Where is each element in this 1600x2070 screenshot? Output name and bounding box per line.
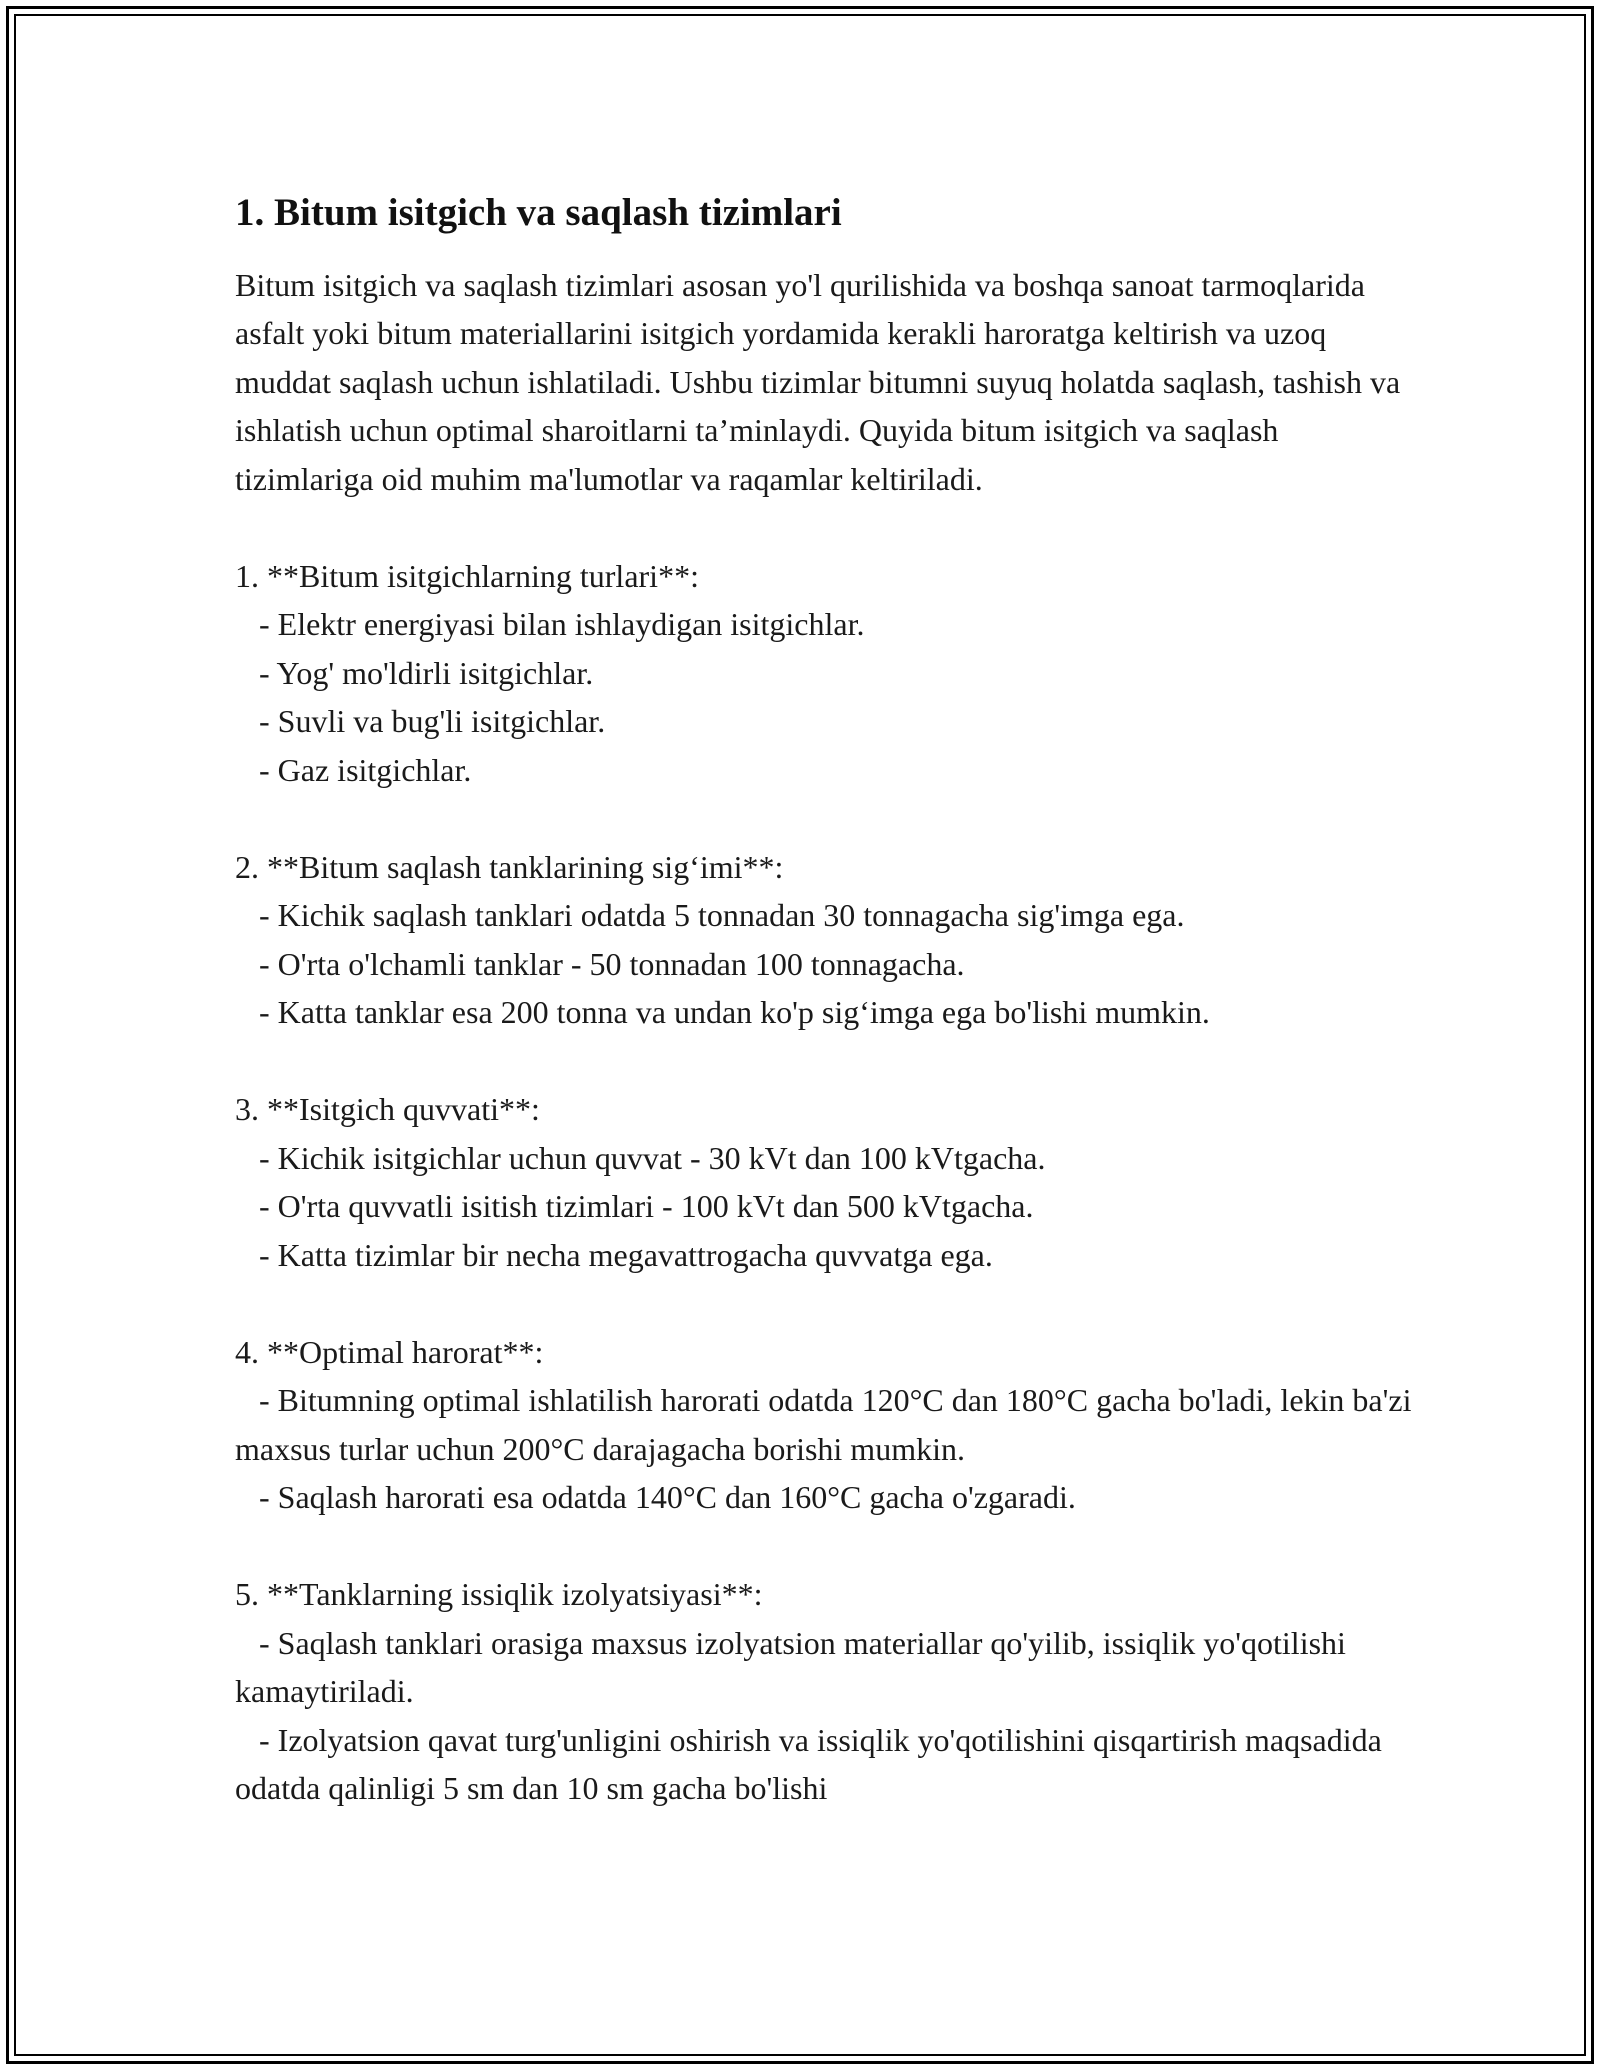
section-optimal-temperature [235, 1328, 1420, 1522]
section-thermal-insulation [235, 1570, 1415, 1813]
section-heading: 1. **Bitum isitgichlarning turlari**: [235, 557, 699, 594]
list-item: - Kichik isitgichlar uchun quvvat - 30 kVt dan 100 kVtgacha. [235, 1139, 1046, 1176]
section-heading: 3. **Isitgich quvvati**: [235, 1091, 540, 1128]
section-heater-types [235, 552, 1415, 795]
list-item: - O'rta quvvatli isitish tizimlari - 100 kVt dan 500 kVtgacha. [235, 1188, 1034, 1225]
list-item: - Katta tizimlar bir necha megavattrogacha quvvatga ega. [235, 1236, 993, 1273]
document-title: 1. Bitum isitgich va saqlash tizimlari [235, 191, 842, 234]
section-tank-capacity [235, 843, 1415, 1037]
section-heater-power [235, 1085, 1415, 1279]
intro-paragraph: Bitum isitgich va saqlash tizimlari asosan yo'l qurilishida va boshqa sanoat tarmoqlarida asfalt yoki bitum materiallarini isitgich yordamida kerakli haroratga keltirish va uzoq muddat saqlash uchun ishlatiladi. Ushbu tizimlar bitumni suyuq holatda saqlash, tashish va ishlatish uchun optimal sharoitlarni ta’minlaydi. Quyida bitum isitgich va saqlash tizimlariga oid muhim ma'lumotlar va raqamlar keltiriladi. [235, 266, 1409, 497]
document-body [235, 190, 1420, 1813]
list-item: - Yog' mo'ldirli isitgichlar. [235, 654, 594, 691]
list-item: - Katta tanklar esa 200 tonna va undan ko'p sig‘imga ega bo'lishi mumkin. [235, 994, 1210, 1031]
list-item: - Gaz isitgichlar. [235, 751, 472, 788]
list-item: - Bitumning optimal ishlatilish harorati odatda 120°C dan 180°C gacha bo'ladi, lekin ba'zi maxsus turlar uchun 200°C darajagacha borishi mumkin. [235, 1382, 1420, 1467]
list-item: - Izolyatsion qavat turg'unligini oshirish va issiqlik yo'qotilishini qisqartirish maqsadida odatda qalinligi 5 sm dan 10 sm gacha bo'lishi [235, 1721, 1390, 1807]
list-item: - Saqlash tanklari orasiga maxsus izolyatsion materiallar qo'yilib, issiqlik yo'qotilishi kamaytiriladi. [235, 1624, 1354, 1710]
list-item: - Kichik saqlash tanklari odatda 5 tonnadan 30 tonnagacha sig'imga ega. [235, 897, 1185, 934]
list-item: - Elektr energiyasi bilan ishlaydigan isitgichlar. [235, 606, 865, 643]
section-heading: 5. **Tanklarning issiqlik izolyatsiyasi**: [235, 1576, 763, 1613]
section-heading: 2. **Bitum saqlash tanklarining sig‘imi**: [235, 848, 784, 885]
list-item: - Saqlash harorati esa odatda 140°C dan 160°C gacha o'zgaradi. [235, 1479, 1076, 1516]
section-heading: 4. **Optimal harorat**: [235, 1333, 544, 1370]
list-item: - O'rta o'lchamli tanklar - 50 tonnadan 100 tonnagacha. [235, 945, 965, 982]
list-item: - Suvli va bug'li isitgichlar. [235, 703, 606, 740]
